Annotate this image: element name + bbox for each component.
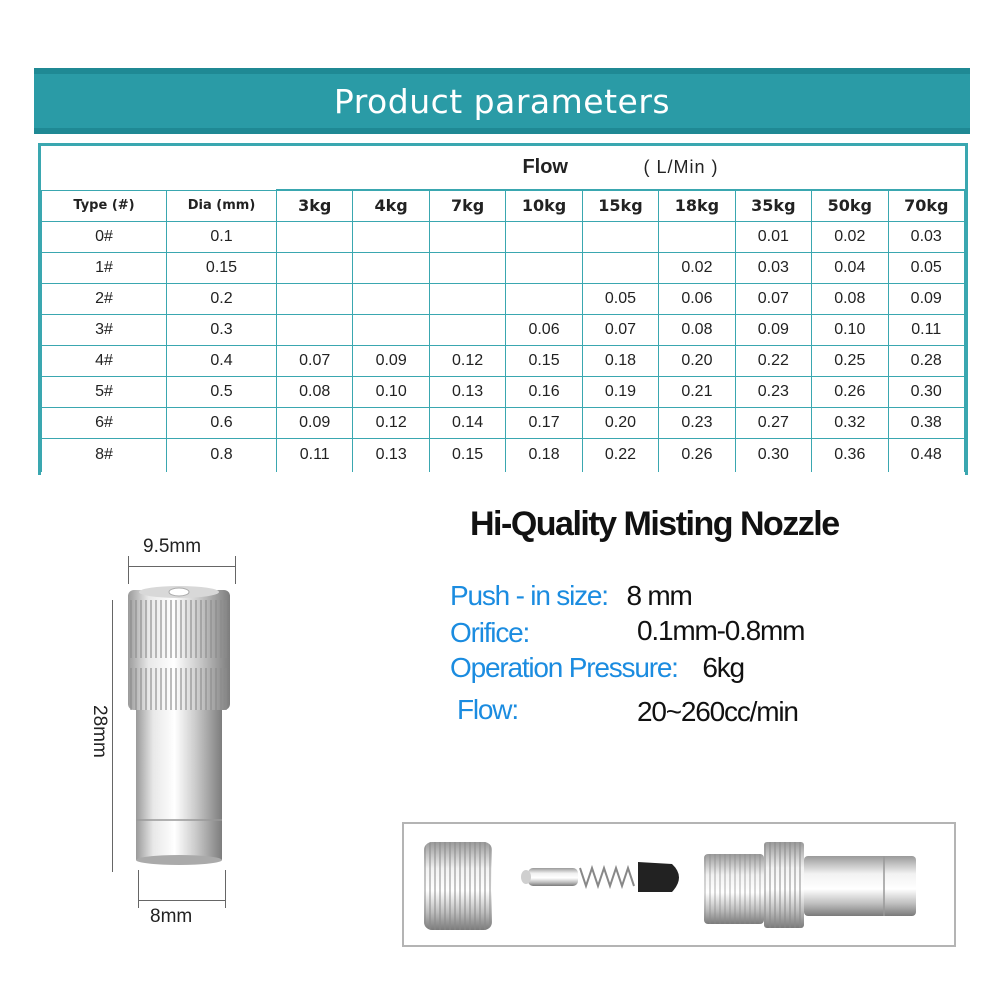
table-cell: 2# [42,283,167,314]
table-cell: 0.18 [506,438,582,472]
table-cell: 0.09 [277,407,353,438]
table-cell: 5# [42,376,167,407]
table-cell: 0.38 [888,407,965,438]
table-cell: 0.14 [429,407,505,438]
part-spring [580,868,634,886]
table-cell [506,252,582,283]
table-cell: 0.10 [353,376,429,407]
table-cell: 0.8 [167,438,277,472]
dimension-line-bottom [138,900,226,901]
table-row [42,407,965,438]
table-cell: 0.26 [659,438,735,472]
spec-push-in [450,580,692,612]
table-cell: 0.48 [888,438,965,472]
part-rubber [638,862,679,892]
header-3kg: 3kg [277,190,353,221]
table-cell [582,221,658,252]
spec-label: Flow: [457,694,518,725]
table-cell: 0.01 [735,221,811,252]
flow-label: Flow [522,156,568,178]
dimension-tick [225,870,226,908]
header-dia: Dia (mm) [167,190,277,221]
table-cell: 0.10 [812,314,888,345]
dimension-top-width: 9.5mm [143,536,202,557]
header-70kg: 70kg [888,190,965,221]
table-cell: 4# [42,345,167,376]
part-tube [804,856,916,916]
flow-header-row [42,146,965,190]
spec-flow [457,694,518,726]
table-cell: 0.12 [429,345,505,376]
table-cell: 0.5 [167,376,277,407]
spec-flow-value-wrap [637,696,798,728]
nozzle-body [136,710,222,860]
spec-orifice-value-wrap [637,615,804,647]
flow-table [41,146,965,472]
table-cell: 0.02 [812,221,888,252]
banner [34,68,970,134]
parameters-table [38,143,968,475]
table-cell: 0.04 [812,252,888,283]
header-35kg: 35kg [735,190,811,221]
table-cell: 0.26 [812,376,888,407]
table-cell: 0.3 [167,314,277,345]
table-cell [353,283,429,314]
table-cell: 0.05 [582,283,658,314]
header-18kg: 18kg [659,190,735,221]
spec-value: 8 mm [626,580,692,611]
table-cell: 0.16 [506,376,582,407]
flow-unit: ( L/Min ) [643,157,719,177]
table-cell [277,221,353,252]
header-15kg: 15kg [582,190,658,221]
table-row [42,221,965,252]
flow-header-cell [277,146,965,190]
table-cell [429,314,505,345]
table-row [42,376,965,407]
spec-value: 6kg [702,652,744,683]
table-cell [277,283,353,314]
table-cell: 0.07 [735,283,811,314]
table-row [42,438,965,472]
table-cell: 0.17 [506,407,582,438]
table-cell [506,221,582,252]
banner-title: Product parameters [333,81,671,121]
table-cell [582,252,658,283]
spec-orifice [450,617,529,649]
table-row [42,252,965,283]
table-cell: 8# [42,438,167,472]
spec-label: Push - in size: [450,580,608,611]
table-cell: 0.08 [659,314,735,345]
spec-value: 20~260cc/min [637,696,798,727]
dimension-length: 28mm [89,705,110,758]
header-7kg: 7kg [429,190,505,221]
table-cell: 0.09 [888,283,965,314]
table-cell: 0.22 [582,438,658,472]
table-cell: 0.25 [812,345,888,376]
table-cell: 0.05 [888,252,965,283]
table-cell: 3# [42,314,167,345]
table-cell [429,252,505,283]
table-cell: 0.2 [167,283,277,314]
dimension-bottom-width: 8mm [150,906,193,927]
table-cell: 0.20 [659,345,735,376]
table-row [42,314,965,345]
table-cell: 1# [42,252,167,283]
table-cell: 0.09 [735,314,811,345]
table-cell: 0.12 [353,407,429,438]
spec-label: Orifice: [450,617,530,648]
table-cell [429,221,505,252]
spec-pressure [450,652,744,684]
parts-breakdown [402,822,956,947]
table-cell: 0# [42,221,167,252]
table-cell [659,221,735,252]
table-cell: 0.28 [888,345,965,376]
table-cell: 0.21 [659,376,735,407]
header-10kg: 10kg [506,190,582,221]
spec-value: 0.1mm-0.8mm [637,615,805,646]
table-cell: 0.27 [735,407,811,438]
table-cell: 0.30 [888,376,965,407]
header-50kg: 50kg [812,190,888,221]
table-cell: 0.32 [812,407,888,438]
table-cell: 0.23 [735,376,811,407]
table-row [42,345,965,376]
table-cell: 0.03 [735,252,811,283]
table-cell [353,252,429,283]
table-cell: 0.30 [735,438,811,472]
table-cell [506,283,582,314]
table-cell: 0.23 [659,407,735,438]
table-cell: 0.15 [167,252,277,283]
table-cell: 0.03 [888,221,965,252]
table-cell: 0.13 [353,438,429,472]
table-cell: 0.22 [735,345,811,376]
header-4kg: 4kg [353,190,429,221]
part-pin [528,868,578,886]
table-cell: 0.20 [582,407,658,438]
table-cell [353,314,429,345]
dimension-tick [138,870,139,908]
header-type: Type (#) [42,190,167,221]
table-cell: 0.09 [353,345,429,376]
table-cell: 6# [42,407,167,438]
table-cell: 0.02 [659,252,735,283]
table-cell: 0.19 [582,376,658,407]
table-cell: 0.4 [167,345,277,376]
table-cell: 0.15 [429,438,505,472]
nozzle-parts-image [404,824,954,945]
table-cell [277,252,353,283]
table-cell: 0.13 [429,376,505,407]
table-cell: 0.06 [506,314,582,345]
nozzle-image [100,570,260,870]
product-title: Hi-Quality Misting Nozzle [470,505,839,543]
table-cell: 0.1 [167,221,277,252]
table-cell [353,221,429,252]
column-header-row [42,190,965,221]
table-row [42,283,965,314]
table-cell [277,314,353,345]
table-cell: 0.08 [277,376,353,407]
table-cell: 0.06 [659,283,735,314]
table-cell: 0.11 [888,314,965,345]
spec-label: Operation Pressure: [450,652,678,683]
table-cell: 0.07 [582,314,658,345]
dimension-line-top [128,566,236,567]
table-cell: 0.15 [506,345,582,376]
table-cell: 0.08 [812,283,888,314]
table-cell: 0.36 [812,438,888,472]
table-cell: 0.18 [582,345,658,376]
table-cell: 0.11 [277,438,353,472]
table-cell: 0.07 [277,345,353,376]
table-cell [429,283,505,314]
table-cell: 0.6 [167,407,277,438]
